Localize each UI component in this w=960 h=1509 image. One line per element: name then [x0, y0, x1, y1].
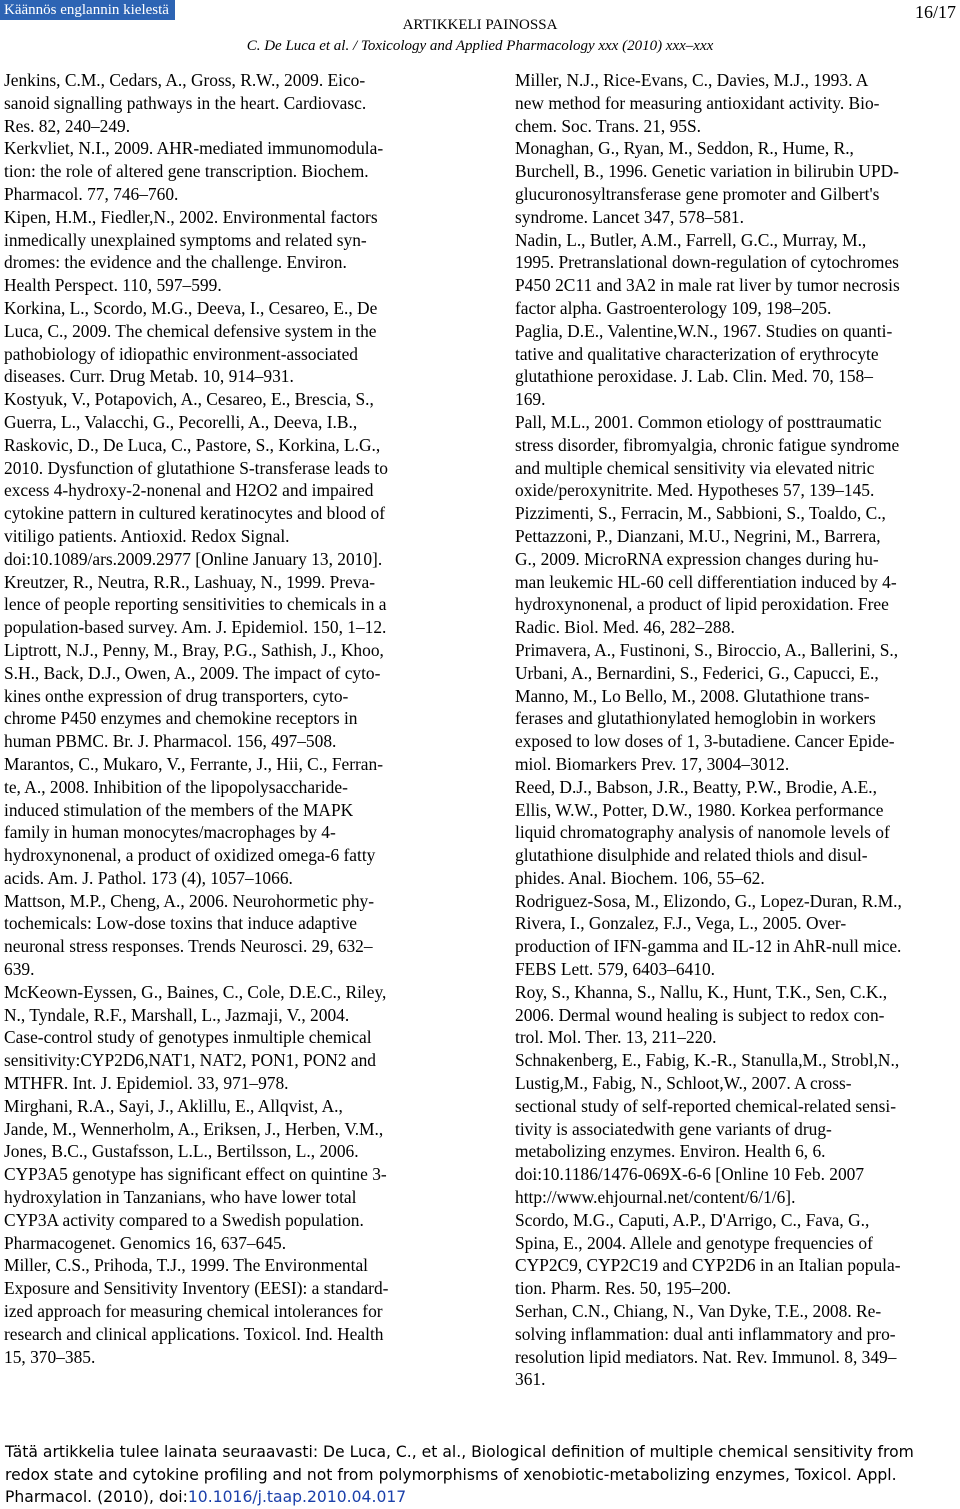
reference-entry: Kipen, H.M., Fiedler,N., 2002. Environmental factors inmedically unexplained symptoms and related syn- dromes: the evidence and the challenge. Environ. Health Perspect. 110, 597–599.: [4, 206, 378, 296]
reference-entry: Mattson, M.P., Cheng, A., 2006. Neurohormetic phy- tochemicals: Low-dose toxins that induce adaptive neuronal stress responses. Trends Neurosci. 29, 632– 639.: [4, 890, 375, 980]
reference-entry: Mirghani, R.A., Sayi, J., Aklillu, E., Allqvist, A., Jande, M., Wennerholm, A., Eriksen, J., Herben, V.M., Jones, B.C., Gustafsson, L.L., Bertilsson, L., 2006. CYP3A5 genotype has significant effect on quintine 3- hydroxylation in Tanzanians, who have lower total CYP3A activity compared to a Swedish population. Pharmacogenet. Genomics 16, 637–645.: [4, 1095, 387, 1253]
reference-entry: Roy, S., Khanna, S., Nallu, K., Hunt, T.K., Sen, C.K., 2006. Dermal wound healing is subject to redox con- trol. Mol. Ther. 13, 211–220.: [515, 981, 888, 1048]
reference-entry: Kostyuk, V., Potapovich, A., Cesareo, E., Brescia, S., Guerra, L., Valacchi, G., Pecorelli, A., Deeva, I.B., Raskovic, D., De Luca, C., Pastore, S., Korkina, L.G., 2010. Dysfunction of glutathione S-transferase leads to excess 4-hydroxy-2-nonenal and H2O2 and impaired cytokine pattern in cultured keratinocytes and blood of vitiligo patients. Antioxid. Redox Signal. doi:10.1089/ars.2009.2977 [Online January 13, 2010].: [4, 389, 388, 569]
reference-entry: Rodriguez-Sosa, M., Elizondo, G., Lopez-Duran, R.M., Rivera, I., Gonzalez, F.J., Vega, L., 2005. Over- production of IFN-gamma and IL-12 in AhR-null mice. FEBS Lett. 579, 6403–6410.: [515, 890, 902, 980]
reference-entry: Serhan, C.N., Chiang, N., Van Dyke, T.E., 2008. Re- solving inflammation: dual anti inflammatory and pro- resolution lipid mediators. Nat. Rev. Immunol. 8, 349– 361.: [515, 1301, 897, 1390]
reference-entry: Pall, M.L., 2001. Common etiology of posttraumatic stress disorder, fibromyalgia, chronic fatigue syndrome and multiple chemical sensitivity via elevated nitric oxide/peroxynitrite. Med. Hypotheses 57, 139–145.: [515, 411, 900, 501]
reference-entry: Scordo, M.G., Caputi, A.P., D'Arrigo, C., Fava, G., Spina, E., 2004. Allele and genotype frequencies of CYP2C9, CYP2C19 and CYP2D6 in an Italian popula- tion. Pharm. Res. 50, 195–200.: [515, 1209, 901, 1299]
reference-entry: Miller, N.J., Rice-Evans, C., Davies, M.J., 1993. A new method for measuring antioxidant activity. Bio- chem. Soc. Trans. 21, 95S.: [515, 70, 880, 136]
citation-text: Tätä artikkelia tulee lainata seuraavasti: De Luca, C., et al., Biological definition of multiple chemical sensitivity from redox state and cytokine profiling and not from polymorphisms of xenobiotic-metabolizing enzymes, Toxicol. Appl. Pharmacol. (2010), doi:: [5, 1443, 914, 1506]
reference-entry: Kerkvliet, N.I., 2009. AHR-mediated immunomodula- tion: the role of altered gene transcription. Biochem. Pharmacol. 77, 746–760.: [4, 138, 384, 204]
reference-entry: Schnakenberg, E., Fabig, K.-R., Stanulla,M., Strobl,N., Lustig,M., Fabig, N., Schloot,W., 2007. A cross- sectional study of self-reported chemical-related sensi- tivity is associatedwith gene variants of drug- metabolizing enzymes. Environ. Health 6, 6. doi:10.1186/1476-069X-6-6 [Online 10 Feb. 2007 http://www.ehjournal.net/content/6/1/6].: [515, 1050, 900, 1208]
reference-entry: Reed, D.J., Babson, J.R., Beatty, P.W., Brodie, A.E., Ellis, W.W., Potter, D.W., 1980. Korkea performance liquid chromatography analysis of nanomole levels of glutathione disulphide and related thiols and disul- phides. Anal. Biochem. 106, 55–62.: [515, 776, 890, 888]
page-number: 16/17: [914, 2, 956, 22]
reference-entry: Jenkins, C.M., Cedars, A., Gross, R.W., 2009. Eico- sanoid signalling pathways in the heart. Cardiovasc. Res. 82, 240–249.: [4, 70, 367, 136]
article-in-press-label: ARTIKKELI PAINOSSA: [402, 17, 558, 33]
reference-entry: Korkina, L., Scordo, M.G., Deeva, I., Cesareo, E., De Luca, C., 2009. The chemical defensive system in the pathobiology of idiopathic environment-associated diseases. Curr. Drug Metab. 10, 914–931.: [4, 297, 378, 387]
reference-entry: Pizzimenti, S., Ferracin, M., Sabbioni, S., Toaldo, C., Pettazzoni, P., Dianzani, M.U., Negrini, M., Barrera, G., 2009. MicroRNA expression changes during hu- man leukemic HL-60 cell differentiation induced by 4- hydroxynonenal, a product of lipid peroxidation. Free Radic. Biol. Med. 46, 282–288.: [515, 503, 897, 638]
reference-entry: Paglia, D.E., Valentine,W.N., 1967. Studies on quanti- tative and qualitative characterization of erythrocyte glutathione peroxidase. J. Lab. Clin. Med. 70, 158– 169.: [515, 320, 893, 410]
reference-entry: Liptrott, N.J., Penny, M., Bray, P.G., Sathish, J., Khoo, S.H., Back, D.J., Owen, A., 2009. The impact of cyto- kines onthe expression of drug transporters, cyto- chrome P450 enzymes and chemokine receptors in human PBMC. Br. J. Pharmacol. 156, 497–508.: [4, 639, 384, 752]
doi-link[interactable]: 10.1016/j.taap.2010.04.017: [187, 1488, 407, 1506]
running-header: [0, 15, 960, 56]
reference-entry: Marantos, C., Mukaro, V., Ferrante, J., Hii, C., Ferran- te, A., 2008. Inhibition of the lipopolysaccharide- induced stimulation of the members of the MAPK family in human monocytes/macrophages by 4- hydroxynonenal, a product of oxidized omega-6 fatty acids. Am. J. Pathol. 173 (4), 1057–1066.: [4, 753, 384, 888]
reference-entry: Primavera, A., Fustinoni, S., Biroccio, A., Ballerini, S., Urbani, A., Bernardini, S., Federici, G., Capucci, E., Manno, M., Lo Bello, M., 2008. Glutathione trans- ferases and glutathionylated hemoglobin in workers exposed to low doses of 1, 3-butadiene. Cancer Epide- miol. Biomarkers Prev. 17, 3004–3012.: [515, 639, 899, 774]
reference-column-right: [515, 69, 958, 1391]
reference-entry: McKeown-Eyssen, G., Baines, C., Cole, D.E.C., Riley, N., Tyndale, R.F., Marshall, L., Jazmaji, V., 2004. Case-control study of genotypes inmultiple chemical sensitivity:CYP2D6,NAT1, NAT2, PON1, PON2 and MTHFR. Int. J. Epidemiol. 33, 971–978.: [4, 981, 387, 1094]
journal-citation-line: C. De Luca et al. / Toxicology and Applied Pharmacology xxx (2010) xxx–xxx: [246, 38, 714, 54]
citation-footer: [5, 1441, 955, 1509]
reference-column-left: [4, 69, 454, 1368]
translation-label: Käännös englannin kielestä: [0, 0, 175, 20]
reference-entry: Monaghan, G., Ryan, M., Seddon, R., Hume, R., Burchell, B., 1996. Genetic variation in bilirubin UPD- glucuronosyltransferase gene promoter and Gilbert's syndrome. Lancet 347, 578–581.: [515, 138, 899, 227]
reference-entry: Miller, C.S., Prihoda, T.J., 1999. The Environmental Exposure and Sensitivity Inventory (EESI): a standard- ized approach for measuring chemical intolerances for research and clinical applications. Toxicol. Ind. Health 15, 370–385.: [4, 1255, 389, 1367]
reference-entry: Nadin, L., Butler, A.M., Farrell, G.C., Murray, M., 1995. Pretranslational down-regulation of cytochromes P450 2C11 and 3A2 in male rat liver by tumor necrosis factor alpha. Gastroenterology 109, 198–205.: [515, 229, 900, 318]
reference-entry: Kreutzer, R., Neutra, R.R., Lashuay, N., 1999. Preva- lence of people reporting sensitivities to chemicals in a population-based survey. Am. J. Epidemiol. 150, 1–12.: [4, 571, 387, 638]
